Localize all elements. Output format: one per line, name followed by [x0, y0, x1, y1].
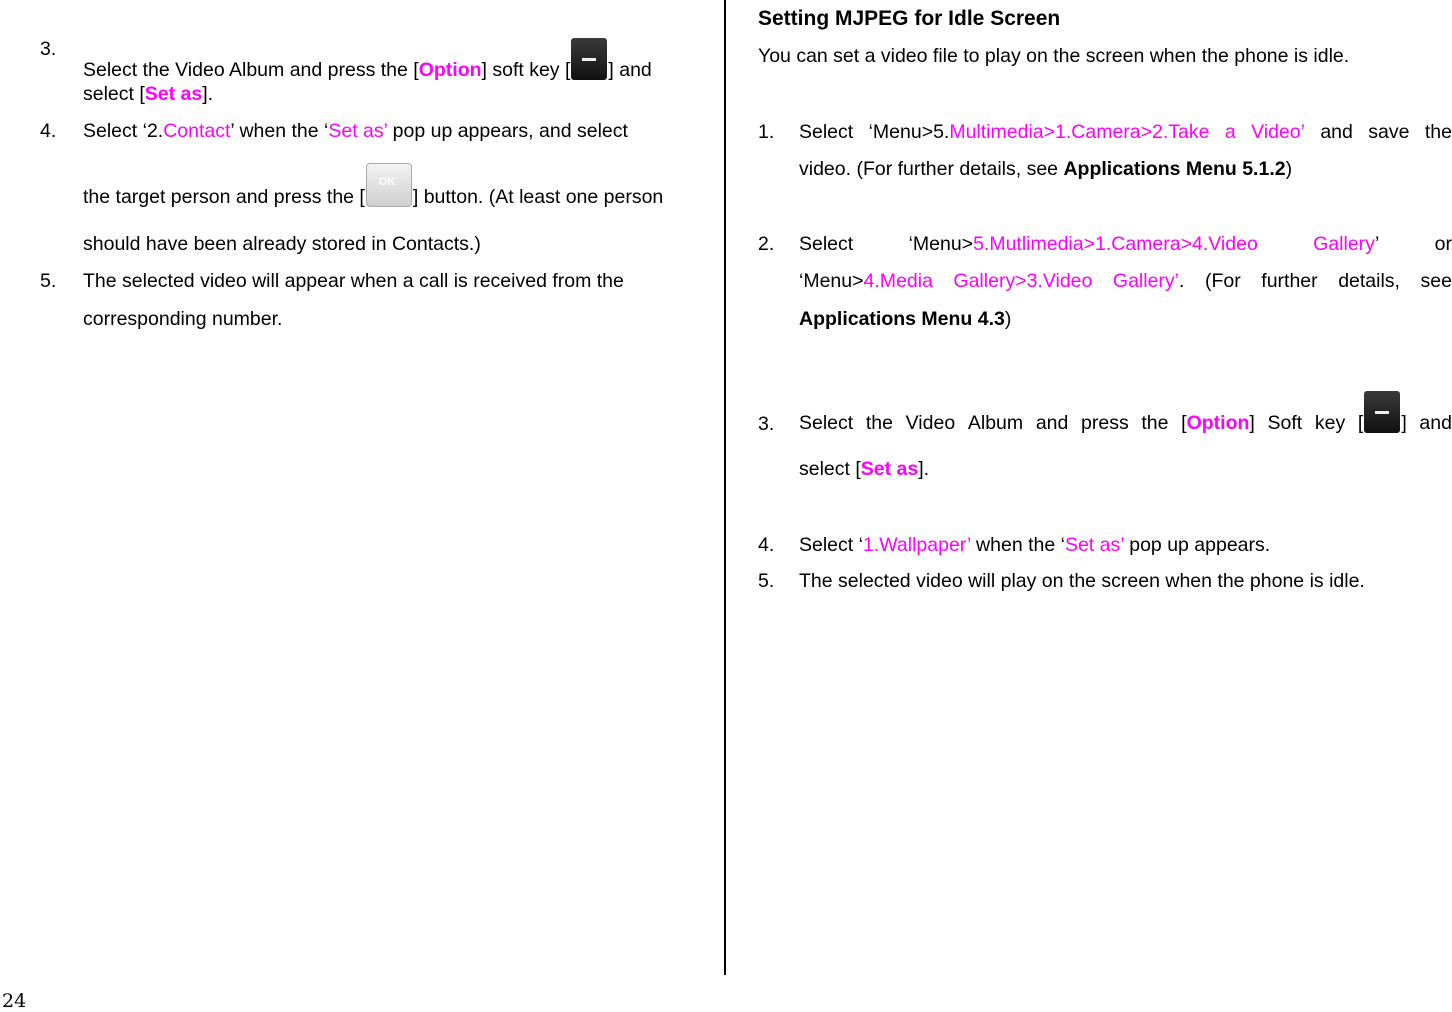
step-5-line: The selected video will play on the screen when the phone is idle. — [799, 570, 1365, 592]
step-number: 3. — [758, 413, 775, 435]
step-5-line-2: corresponding number. — [83, 308, 283, 330]
contact-label: Contact — [163, 120, 231, 142]
step-4-line-1: Select ‘2.Contact’ when the ‘Set as’ pop up appears, and select — [83, 120, 628, 142]
intro-text: You can set a video file to play on the screen when the phone is idle. — [758, 45, 1350, 67]
step-number: 3. — [40, 38, 57, 60]
step-2-line-2: ‘Menu>4.Media Gallery>3.Video Gallery’. (For further details, see — [799, 270, 1452, 292]
step-5-line-1: The selected video will appear when a call is received from the — [83, 270, 624, 292]
step-1-line-2: video. (For further details, see Applications Menu 5.1.2) — [799, 158, 1293, 180]
reference-link: Applications Menu 5.1.2 — [1063, 158, 1286, 180]
step-3-line-2: select [Set as]. — [799, 458, 930, 480]
option-key-label: Option — [418, 59, 482, 81]
column-divider — [724, 0, 726, 975]
set-as-popup-label: Set as’ — [1064, 534, 1124, 556]
menu-path: 5.Mutlimedia>1.Camera>4.Video — [973, 233, 1258, 255]
step-number: 5. — [40, 270, 57, 292]
step-4-line: Select ‘1.Wallpaper’ when the ‘Set as’ pop up appears. — [799, 534, 1271, 556]
set-as-popup-label: Set as’ — [328, 120, 388, 142]
step-number: 4. — [758, 534, 775, 556]
step-number: 5. — [758, 570, 775, 592]
wallpaper-label: 1.Wallpaper’ — [862, 534, 971, 556]
reference-link: Applications Menu 4.3 — [799, 308, 1005, 330]
step-2-line-3: Applications Menu 4.3) — [799, 308, 1012, 330]
set-as-label: Set as — [144, 83, 203, 105]
section-heading: Setting MJPEG for Idle Screen — [758, 7, 1061, 30]
step-3-line-1: Select the Video Album and press the [Option] soft key [ ] and — [83, 38, 652, 82]
step-4-line-3: should have been already stored in Contacts.) — [83, 233, 481, 255]
step-1-line-1: Select ‘Menu>5.Multimedia>1.Camera>2.Take a Video’ and save the — [799, 121, 1452, 143]
step-4-line-2: the target person and press the [OK ] button. (At least one person — [83, 163, 663, 209]
step-3-line-1: Select the Video Album and press the [Option] Soft key [ ] and — [799, 392, 1452, 435]
menu-path: Multimedia>1.Camera>2.Take — [949, 121, 1210, 143]
soft-key-icon — [1364, 391, 1400, 433]
step-number: 4. — [40, 120, 57, 142]
soft-key-icon — [571, 38, 607, 80]
option-key-label: Option — [1186, 412, 1250, 434]
step-number: 1. — [758, 121, 775, 143]
ok-button-icon — [366, 163, 412, 207]
step-number: 2. — [758, 233, 775, 255]
page-number: 24 — [2, 990, 27, 1012]
step-2-line-1: Select ‘Menu>5.Mutlimedia>1.Camera>4.Video Gallery’ or — [799, 233, 1452, 255]
set-as-label: Set as — [860, 458, 919, 480]
step-3-line-2: select [Set as]. — [83, 83, 214, 105]
